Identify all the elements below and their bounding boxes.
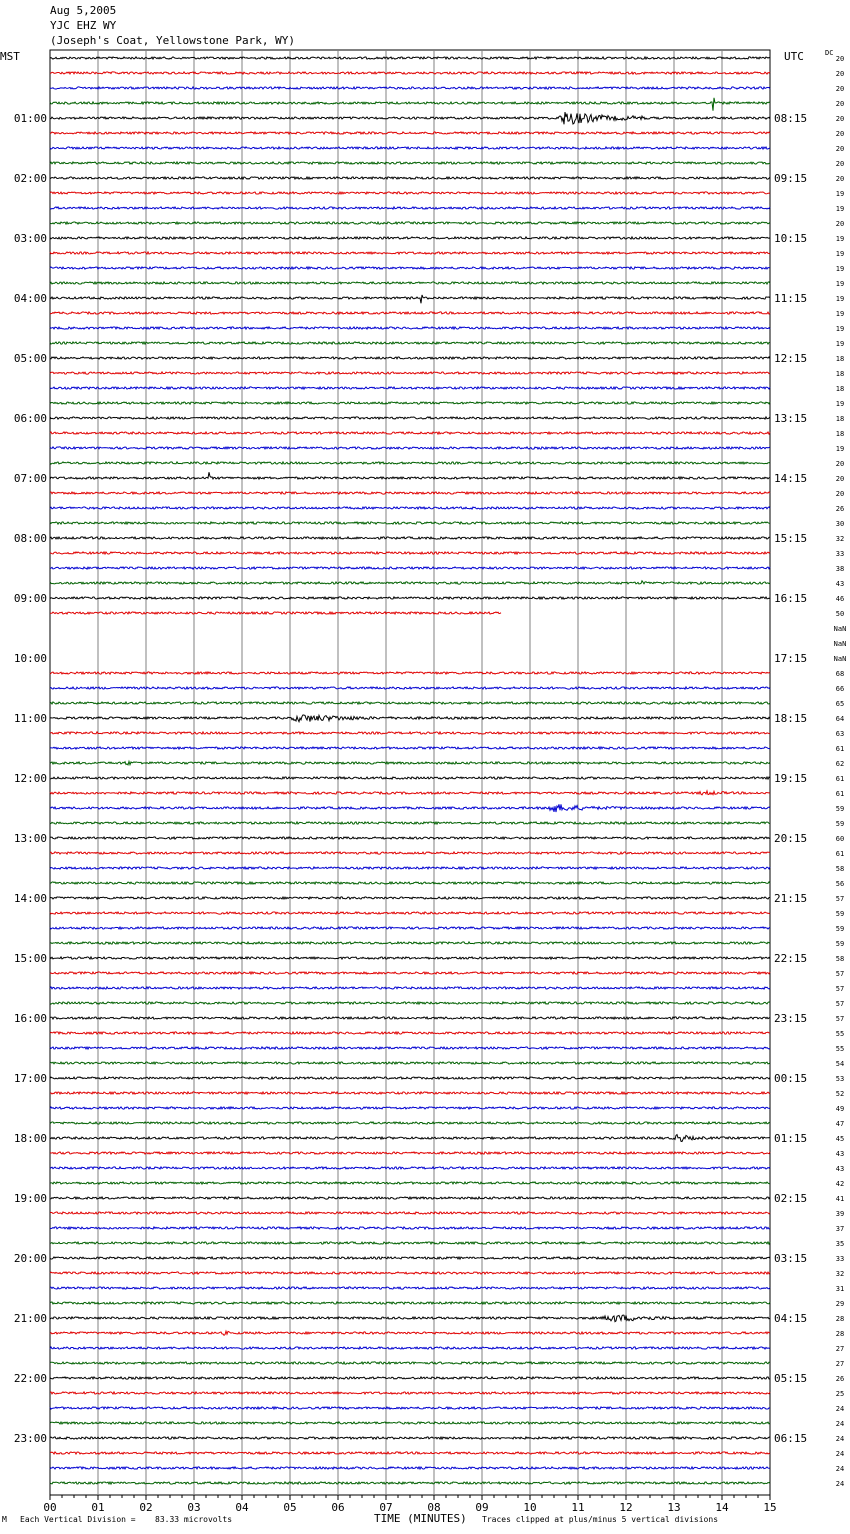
utc-hour-label: 22:15 [774, 952, 808, 965]
mst-hour-label: 17:00 [13, 1072, 47, 1085]
trace-row [50, 402, 770, 404]
dc-offset-label: 60 [835, 835, 845, 843]
dc-offset-label: 18 [835, 355, 845, 363]
trace-row [50, 417, 770, 419]
trace-row [50, 1242, 770, 1244]
trace-row [50, 447, 770, 449]
dc-offset-label: 31 [835, 1285, 845, 1293]
utc-label: UTC [784, 50, 804, 63]
dc-offset-label: 29 [835, 1300, 845, 1308]
dc-offset-label: 24 [835, 1420, 845, 1428]
utc-hour-label: 10:15 [774, 232, 808, 245]
dc-offset-label: 20 [835, 175, 845, 183]
trace-row [50, 207, 770, 209]
dc-offset-label: 53 [835, 1075, 845, 1083]
trace-row [50, 1437, 770, 1439]
x-tick-label: 11 [571, 1501, 585, 1514]
x-tick-label: 10 [523, 1501, 537, 1514]
dc-offset-label: 27 [835, 1345, 845, 1353]
dc-offset-label: 56 [835, 880, 845, 888]
trace-row [50, 687, 770, 689]
dc-offset-label: 54 [835, 1060, 845, 1068]
trace-row [50, 897, 770, 899]
dc-offset-label: 47 [835, 1120, 845, 1128]
trace-row [50, 987, 770, 989]
dc-offset-label: 20 [835, 100, 845, 108]
dc-offset-label: 18 [835, 385, 845, 393]
dc-offset-label: 62 [835, 760, 845, 768]
trace-row [50, 1167, 770, 1169]
utc-hour-label: 12:15 [774, 352, 808, 365]
trace-row [50, 777, 770, 779]
utc-hour-label: 21:15 [774, 892, 808, 905]
trace-row [50, 1467, 770, 1469]
dc-offset-label: 25 [835, 1390, 845, 1398]
dc-offset-label: 41 [835, 1195, 845, 1203]
corner-mark: M [2, 1515, 7, 1524]
trace-row [50, 282, 770, 284]
dc-offset-label: 24 [835, 1435, 845, 1443]
dc-offset-label: 24 [835, 1405, 845, 1413]
dc-offset-label: 19 [835, 205, 845, 213]
trace-row [50, 72, 770, 74]
scale-value: 83.33 microvolts [155, 1515, 233, 1524]
dc-offset-label: 45 [835, 1135, 845, 1143]
trace-row [50, 1302, 770, 1304]
mst-hour-label: 16:00 [13, 1012, 47, 1025]
dc-offset-label: 20 [835, 115, 845, 123]
dc-offset-label: 55 [835, 1045, 845, 1053]
mst-hour-label: 08:00 [13, 532, 47, 545]
clip-note: Traces clipped at plus/minus 5 vertical divisions [482, 1515, 719, 1524]
trace-row [50, 1182, 770, 1184]
x-tick-label: 02 [139, 1501, 153, 1514]
trace-row [50, 912, 770, 914]
dc-label: DC [825, 49, 834, 57]
mst-hour-label: 09:00 [13, 592, 47, 605]
utc-hour-label: 13:15 [774, 412, 808, 425]
utc-hour-label: 00:15 [774, 1072, 808, 1085]
dc-offset-label: 59 [835, 910, 845, 918]
dc-offset-label: 19 [835, 340, 845, 348]
dc-offset-label: 19 [835, 400, 845, 408]
x-axis-title: TIME (MINUTES) [374, 1512, 467, 1525]
dc-offset-label: 61 [835, 775, 845, 783]
dc-offset-label: 63 [835, 730, 845, 738]
trace-row [50, 1362, 770, 1364]
trace-row [50, 1257, 770, 1259]
dc-offset-label: 24 [835, 1450, 845, 1458]
utc-hour-label: 20:15 [774, 832, 808, 845]
trace-row [50, 112, 770, 124]
utc-hour-label: 19:15 [774, 772, 808, 785]
dc-offset-label: 59 [835, 805, 845, 813]
trace-row [50, 1452, 770, 1454]
trace-row [50, 222, 770, 224]
dc-offset-label: 43 [835, 1165, 845, 1173]
dc-offset-label: 43 [835, 1150, 845, 1158]
mst-hour-label: 19:00 [13, 1192, 47, 1205]
trace-row [50, 98, 770, 111]
x-tick-label: 05 [283, 1501, 297, 1514]
plot-frame [50, 50, 770, 1495]
utc-hour-label: 15:15 [774, 532, 808, 545]
dc-offset-label: 59 [835, 820, 845, 828]
trace-row [50, 567, 770, 569]
mst-hour-label: 14:00 [13, 892, 47, 905]
trace-row [50, 177, 770, 179]
trace-row [50, 1272, 770, 1274]
trace-row [50, 867, 770, 869]
dc-offset-label: 61 [835, 790, 845, 798]
trace-row [50, 372, 770, 374]
trace-row [50, 1347, 770, 1349]
trace-row [50, 1152, 770, 1154]
x-tick-label: 08 [427, 1501, 441, 1514]
mst-hour-label: 10:00 [13, 652, 47, 665]
mst-hour-label: 02:00 [13, 172, 47, 185]
trace-row [50, 357, 770, 359]
x-tick-label: 03 [187, 1501, 201, 1514]
trace-row [50, 1032, 770, 1034]
dc-offset-label: 59 [835, 925, 845, 933]
dc-offset-label: 32 [835, 535, 845, 543]
trace-row [50, 342, 770, 344]
dc-offset-label: 28 [835, 1330, 845, 1338]
utc-hour-label: 05:15 [774, 1372, 808, 1385]
utc-hour-label: 03:15 [774, 1252, 808, 1265]
mst-hour-label: 18:00 [13, 1132, 47, 1145]
mst-hour-label: 23:00 [13, 1432, 47, 1445]
mst-hour-label: 21:00 [13, 1312, 47, 1325]
trace-row [50, 552, 770, 554]
trace-row [50, 837, 770, 839]
dc-offset-label: 20 [835, 145, 845, 153]
x-tick-label: 14 [715, 1501, 729, 1514]
dc-offset-label: 50 [835, 610, 845, 618]
trace-row [50, 1017, 770, 1019]
x-tick-label: 00 [43, 1501, 57, 1514]
trace-row [50, 747, 770, 749]
x-tick-label: 01 [91, 1501, 105, 1514]
trace-row [50, 1197, 770, 1199]
trace-row [50, 822, 770, 824]
trace-row [50, 702, 770, 704]
dc-offset-label: 57 [835, 1015, 845, 1023]
utc-hour-label: 23:15 [774, 1012, 808, 1025]
utc-hour-label: 17:15 [774, 652, 808, 665]
dc-offset-label: 20 [835, 475, 845, 483]
trace-row [50, 192, 770, 194]
dc-offset-label: 49 [835, 1105, 845, 1113]
trace-row [50, 387, 770, 389]
dc-offset-label: 46 [835, 595, 845, 603]
trace-row [50, 1135, 770, 1142]
trace-row [50, 492, 770, 494]
dc-offset-label: 43 [835, 580, 845, 588]
trace-row [50, 581, 770, 584]
x-tick-label: 04 [235, 1501, 249, 1514]
trace-row [50, 507, 770, 509]
dc-offset-label: 20 [835, 220, 845, 228]
trace-row [50, 1002, 770, 1004]
trace-row [50, 672, 770, 674]
trace-row [50, 132, 770, 134]
dc-offset-label: 57 [835, 970, 845, 978]
mst-hour-label: 12:00 [13, 772, 47, 785]
x-tick-label: 15 [763, 1501, 777, 1514]
trace-row [50, 791, 770, 795]
dc-offset-label: 57 [835, 985, 845, 993]
trace-row [50, 804, 770, 812]
utc-hour-label: 02:15 [774, 1192, 808, 1205]
utc-hour-label: 04:15 [774, 1312, 808, 1325]
trace-row [50, 472, 770, 479]
trace-row [50, 1212, 770, 1214]
utc-hour-label: 01:15 [774, 1132, 808, 1145]
trace-row [50, 942, 770, 944]
x-tick-label: 09 [475, 1501, 489, 1514]
dc-offset-label: 59 [835, 940, 845, 948]
trace-row [50, 1092, 770, 1094]
dc-offset-label: 68 [835, 670, 845, 678]
trace-row [50, 761, 770, 765]
dc-offset-label: 33 [835, 550, 845, 558]
x-tick-label: 13 [667, 1501, 681, 1514]
dc-offset-label: 27 [835, 1360, 845, 1368]
trace-row [50, 882, 770, 884]
mst-hour-label: 05:00 [13, 352, 47, 365]
dc-offset-label: NaN [833, 655, 847, 663]
dc-offset-label: 58 [835, 865, 845, 873]
trace-row [50, 1047, 770, 1049]
dc-offset-label: 57 [835, 1000, 845, 1008]
dc-offset-label: 35 [835, 1240, 845, 1248]
trace-row [50, 957, 770, 959]
utc-hour-label: 16:15 [774, 592, 808, 605]
dc-offset-label: 20 [835, 130, 845, 138]
trace-row [50, 237, 770, 239]
trace-row [50, 1122, 770, 1124]
dc-offset-label: 24 [835, 1480, 845, 1488]
dc-offset-label: 26 [835, 505, 845, 513]
mst-label: MST [0, 50, 20, 63]
mst-hour-label: 07:00 [13, 472, 47, 485]
dc-offset-label: NaN [833, 640, 847, 648]
dc-offset-label: 19 [835, 190, 845, 198]
dc-offset-label: 19 [835, 310, 845, 318]
mst-hour-label: 03:00 [13, 232, 47, 245]
trace-row [50, 1287, 770, 1289]
dc-offset-label: 64 [835, 715, 845, 723]
utc-hour-label: 14:15 [774, 472, 808, 485]
dc-offset-label: 20 [835, 160, 845, 168]
chart-date: Aug 5,2005 [50, 4, 117, 17]
dc-offset-label: 18 [835, 430, 845, 438]
dc-offset-label: 66 [835, 685, 845, 693]
mst-hour-label: 06:00 [13, 412, 47, 425]
trace-row [50, 732, 770, 734]
dc-offset-label: 19 [835, 295, 845, 303]
dc-offset-label: 20 [835, 85, 845, 93]
dc-offset-label: 39 [835, 1210, 845, 1218]
dc-offset-label: 26 [835, 1375, 845, 1383]
dc-offset-label: 18 [835, 370, 845, 378]
trace-row [50, 162, 770, 164]
dc-offset-label: 24 [835, 1465, 845, 1473]
trace-row [50, 87, 770, 89]
trace-row [50, 522, 770, 524]
utc-hour-label: 18:15 [774, 712, 808, 725]
dc-offset-label: 58 [835, 955, 845, 963]
dc-offset-label: 30 [835, 520, 845, 528]
mst-hour-label: 01:00 [13, 112, 47, 125]
dc-offset-label: 61 [835, 745, 845, 753]
trace-row [50, 462, 770, 464]
dc-offset-label: 20 [835, 460, 845, 468]
dc-offset-label: 61 [835, 850, 845, 858]
utc-hour-label: 09:15 [774, 172, 808, 185]
trace-row [50, 1377, 770, 1379]
dc-offset-label: 18 [835, 415, 845, 423]
trace-row [50, 1392, 770, 1394]
dc-offset-label: 52 [835, 1090, 845, 1098]
dc-offset-label: 32 [835, 1270, 845, 1278]
trace-row [50, 972, 770, 974]
trace-row [50, 612, 501, 614]
trace-row [50, 715, 770, 722]
axis-labels [14, 55, 846, 1514]
dc-offset-label: 38 [835, 565, 845, 573]
dc-offset-label: 57 [835, 895, 845, 903]
mst-hour-label: 13:00 [13, 832, 47, 845]
scale-prefix: Each Vertical Division = [20, 1515, 136, 1524]
mst-hour-label: 22:00 [13, 1372, 47, 1385]
x-tick-label: 12 [619, 1501, 633, 1514]
trace-row [50, 432, 770, 434]
dc-offset-label: 20 [835, 70, 845, 78]
mst-hour-label: 15:00 [13, 952, 47, 965]
utc-hour-label: 08:15 [774, 112, 808, 125]
dc-offset-label: 33 [835, 1255, 845, 1263]
trace-row [50, 1227, 770, 1229]
dc-offset-label: 19 [835, 325, 845, 333]
dc-offset-label: 65 [835, 700, 845, 708]
dc-offset-label: 28 [835, 1315, 845, 1323]
dc-offset-label: 19 [835, 250, 845, 258]
dc-offset-label: 42 [835, 1180, 845, 1188]
dc-offset-label: 37 [835, 1225, 845, 1233]
mst-hour-label: 11:00 [13, 712, 47, 725]
dc-offset-label: 19 [835, 280, 845, 288]
trace-row [50, 252, 770, 254]
trace-row [50, 312, 770, 314]
dc-offset-label: 19 [835, 445, 845, 453]
trace-row [50, 295, 770, 303]
trace-row [50, 1331, 770, 1335]
dc-offset-label: 55 [835, 1030, 845, 1038]
trace-row [50, 267, 770, 269]
x-tick-label: 07 [379, 1501, 393, 1514]
dc-offset-label: 19 [835, 265, 845, 273]
station-location: (Joseph's Coat, Yellowstone Park, WY) [50, 34, 296, 47]
dc-offset-label: 20 [835, 490, 845, 498]
trace-row [50, 1077, 770, 1079]
dc-offset-label: 19 [835, 235, 845, 243]
dc-offset-label: 20 [835, 55, 845, 63]
trace-row [50, 852, 770, 854]
trace-row [50, 147, 770, 149]
trace-row [50, 1422, 770, 1424]
trace-row [50, 597, 770, 599]
trace-row [50, 1315, 770, 1322]
trace-row [50, 1107, 770, 1109]
trace-row [50, 537, 770, 539]
x-tick-label: 06 [331, 1501, 345, 1514]
mst-hour-label: 04:00 [13, 292, 47, 305]
utc-hour-label: 11:15 [774, 292, 808, 305]
station-code: YJC EHZ WY [50, 19, 117, 32]
dc-offset-label: NaN [833, 625, 847, 633]
trace-row [50, 1062, 770, 1064]
trace-row [50, 1407, 770, 1409]
utc-hour-label: 06:15 [774, 1432, 808, 1445]
trace-row [50, 1482, 770, 1484]
trace-row [50, 927, 770, 929]
mst-hour-label: 20:00 [13, 1252, 47, 1265]
seismic-traces [50, 57, 770, 1484]
trace-row [50, 57, 770, 59]
trace-row [50, 327, 770, 329]
